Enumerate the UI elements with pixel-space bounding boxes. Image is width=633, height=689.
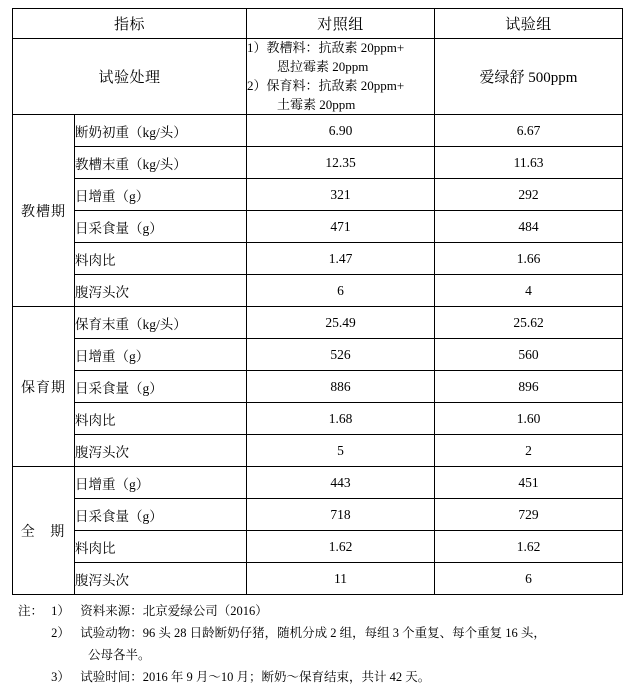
value-test: 6 <box>435 563 623 595</box>
table-row <box>13 243 623 275</box>
item-label: 日增重（g） <box>75 179 247 211</box>
item-label: 料肉比 <box>75 403 247 435</box>
value-control: 6 <box>247 275 435 307</box>
treatment-control-line-3: 2）保育料：抗敌素 20ppm+ <box>247 77 405 93</box>
notes-label: 注： <box>18 604 44 619</box>
value-test: 451 <box>435 467 623 499</box>
table-row <box>13 435 623 467</box>
note-text-3: 试验时间：2016 年 9 月～10 月；断奶～保育结束，共计 42 天。 <box>80 670 431 684</box>
value-control: 12.35 <box>247 147 435 179</box>
value-test: 729 <box>435 499 623 531</box>
treatment-test-detail: 爱绿舒 500ppm <box>435 39 623 115</box>
table-row <box>13 531 623 563</box>
value-test: 896 <box>435 371 623 403</box>
item-label: 日增重（g） <box>75 467 247 499</box>
note-number-3: 3） <box>51 670 70 684</box>
note-text-2-continued: 公母各半。 <box>88 648 151 663</box>
treatment-row <box>13 39 623 115</box>
value-control: 1.62 <box>247 531 435 563</box>
value-test: 1.60 <box>435 403 623 435</box>
header-indicator: 指标 <box>13 9 247 39</box>
item-label: 教槽末重（kg/头） <box>75 147 247 179</box>
group-label-0: 教槽期 <box>13 115 75 307</box>
table-notes <box>12 601 623 689</box>
treatment-control-line-2: 恩拉霉素 20ppm <box>277 58 369 74</box>
table-header-row <box>13 9 623 39</box>
note-text-2: 试验动物：96 头 28 日龄断奶仔猪，随机分成 2 组，每组 3 个重复、每个重复 16 头， <box>80 626 546 641</box>
value-control: 6.90 <box>247 115 435 147</box>
value-control: 1.47 <box>247 243 435 275</box>
value-control: 25.49 <box>247 307 435 339</box>
value-test: 25.62 <box>435 307 623 339</box>
value-control: 321 <box>247 179 435 211</box>
treatment-label: 试验处理 <box>13 39 247 115</box>
value-control: 5 <box>247 435 435 467</box>
table-row <box>13 115 623 147</box>
value-test: 1.66 <box>435 243 623 275</box>
value-control: 526 <box>247 339 435 371</box>
note-number-1: 1） <box>51 604 70 619</box>
value-test: 292 <box>435 179 623 211</box>
item-label: 腹泻头次 <box>75 563 247 595</box>
value-test: 2 <box>435 435 623 467</box>
treatment-control-line-1: 1）教槽料：抗敌素 20ppm+ <box>247 40 405 55</box>
value-control: 1.68 <box>247 403 435 435</box>
note-row-3 <box>18 667 623 689</box>
item-label: 料肉比 <box>75 531 247 563</box>
treatment-control-detail <box>247 39 435 115</box>
note-row-1 <box>18 601 623 623</box>
value-control: 471 <box>247 211 435 243</box>
table-row <box>13 371 623 403</box>
trial-results-table <box>12 8 623 595</box>
note-number-2: 2） <box>51 626 70 641</box>
note-row-2 <box>18 623 623 645</box>
table-row <box>13 403 623 435</box>
item-label: 日采食量（g） <box>75 499 247 531</box>
table-row <box>13 211 623 243</box>
value-test: 6.67 <box>435 115 623 147</box>
value-test: 560 <box>435 339 623 371</box>
table-row <box>13 339 623 371</box>
table-row <box>13 179 623 211</box>
item-label: 断奶初重（kg/头） <box>75 115 247 147</box>
table-row <box>13 275 623 307</box>
item-label: 腹泻头次 <box>75 435 247 467</box>
table-row <box>13 147 623 179</box>
header-test-group: 试验组 <box>435 9 623 39</box>
value-test: 484 <box>435 211 623 243</box>
item-label: 腹泻头次 <box>75 275 247 307</box>
value-control: 718 <box>247 499 435 531</box>
value-control: 443 <box>247 467 435 499</box>
group-label-1: 保育期 <box>13 307 75 467</box>
item-label: 日增重（g） <box>75 339 247 371</box>
value-test: 11.63 <box>435 147 623 179</box>
item-label: 保育末重（kg/头） <box>75 307 247 339</box>
group-label-2: 全 期 <box>13 467 75 595</box>
item-label: 日采食量（g） <box>75 371 247 403</box>
value-test: 1.62 <box>435 531 623 563</box>
treatment-control-line-4: 土霉素 20ppm <box>277 96 356 112</box>
header-control-group: 对照组 <box>247 9 435 39</box>
table-row <box>13 307 623 339</box>
value-test: 4 <box>435 275 623 307</box>
table-row <box>13 563 623 595</box>
table-row <box>13 499 623 531</box>
value-control: 11 <box>247 563 435 595</box>
note-text-1: 资料来源：北京爱绿公司（2016） <box>80 604 268 619</box>
value-control: 886 <box>247 371 435 403</box>
table-row <box>13 467 623 499</box>
item-label: 日采食量（g） <box>75 211 247 243</box>
item-label: 料肉比 <box>75 243 247 275</box>
